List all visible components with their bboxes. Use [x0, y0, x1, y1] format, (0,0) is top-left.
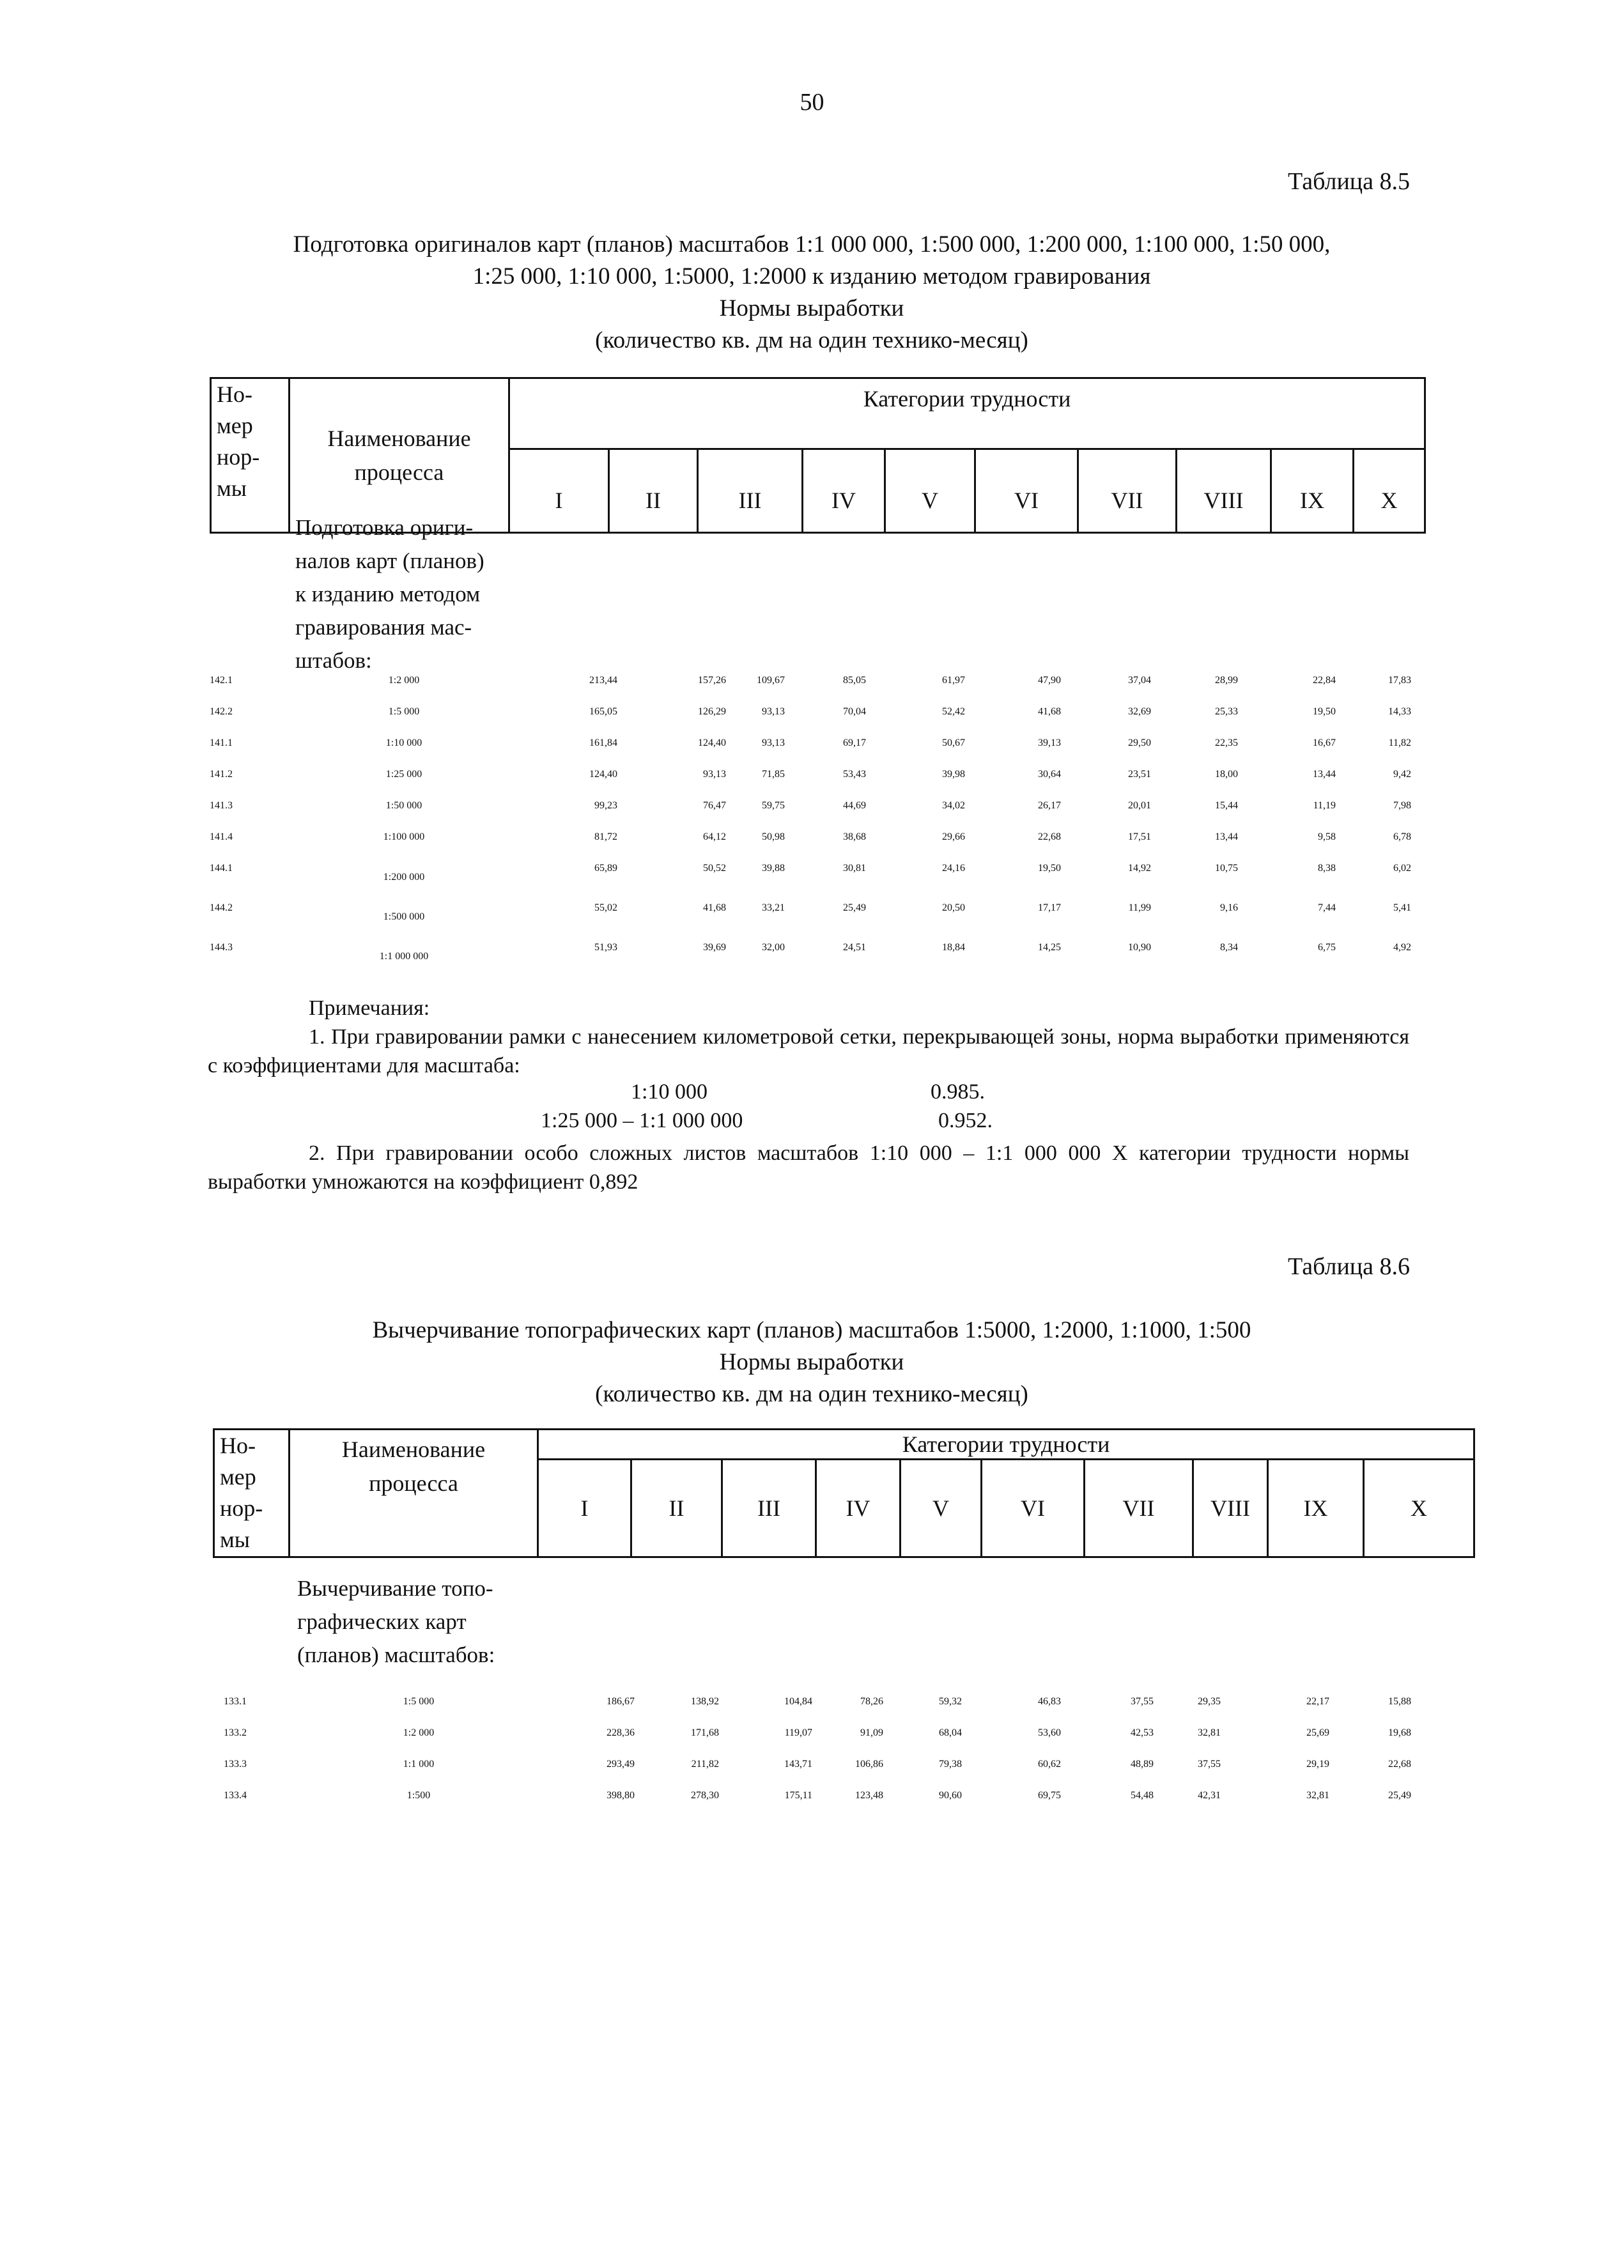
value-cell: 93,13: [703, 769, 726, 780]
value-cell: 15,88: [1388, 1696, 1411, 1707]
value-cell: 51,93: [594, 942, 617, 953]
header-category: II: [631, 1460, 722, 1557]
value-cell: 15,44: [1215, 800, 1238, 811]
header-category: VII: [1078, 449, 1177, 533]
norm-number: 144.2: [210, 902, 233, 913]
value-cell: 42,31: [1198, 1790, 1221, 1801]
value-cell: 37,55: [1131, 1696, 1154, 1707]
scale-cell: 1:1 000: [403, 1759, 435, 1770]
value-cell: 25,33: [1215, 706, 1238, 717]
scale-cell: 1:50 000: [385, 800, 422, 811]
header-category: IV: [803, 449, 885, 533]
value-cell: 85,05: [843, 675, 866, 686]
norm-number: 142.1: [210, 675, 233, 686]
norm-number: 133.4: [224, 1790, 247, 1801]
value-cell: 4,92: [1393, 942, 1411, 953]
header-category: VI: [982, 1460, 1085, 1557]
value-cell: 9,16: [1220, 902, 1238, 913]
value-cell: 126,29: [698, 706, 726, 717]
header-difficulty-categories: Категории трудности: [538, 1430, 1474, 1460]
caption-line: Вычерчивание топографических карт (планов) масштабов 1:5000, 1:2000, 1:1000, 1:500: [372, 1317, 1251, 1343]
value-cell: 20,01: [1128, 800, 1151, 811]
norm-number: 133.1: [224, 1696, 247, 1707]
value-cell: 165,05: [589, 706, 617, 717]
value-cell: 93,13: [762, 737, 785, 748]
value-cell: 69,17: [843, 737, 866, 748]
value-cell: 25,49: [1388, 1790, 1411, 1801]
value-cell: 211,82: [691, 1759, 719, 1770]
value-cell: 22,68: [1388, 1759, 1411, 1770]
value-cell: 19,68: [1388, 1727, 1411, 1738]
value-cell: 19,50: [1313, 706, 1336, 717]
value-cell: 37,55: [1198, 1759, 1221, 1770]
value-cell: 79,38: [939, 1759, 962, 1770]
value-cell: 6,75: [1318, 942, 1336, 953]
norm-number: 142.2: [210, 706, 233, 717]
page-number: 50: [800, 89, 824, 116]
value-cell: 123,48: [855, 1790, 883, 1801]
value-cell: 26,17: [1038, 800, 1061, 811]
scale-cell: 1:10 000: [385, 737, 422, 748]
value-cell: 8,38: [1318, 863, 1336, 874]
value-cell: 124,40: [589, 769, 617, 780]
value-cell: 106,86: [855, 1759, 883, 1770]
norm-number: 141.3: [210, 800, 233, 811]
table-row: [0, 696, 1624, 728]
norm-number: 141.2: [210, 769, 233, 780]
value-cell: 90,60: [939, 1790, 962, 1801]
value-cell: 14,92: [1128, 863, 1151, 874]
value-cell: 53,43: [843, 769, 866, 780]
value-cell: 7,44: [1318, 902, 1336, 913]
value-cell: 278,30: [691, 1790, 719, 1801]
header-difficulty-categories: Категории трудности: [509, 378, 1425, 449]
value-cell: 50,98: [762, 831, 785, 842]
coef-scale: 1:25 000 – 1:1 000 000: [541, 1109, 743, 1132]
value-cell: 33,21: [762, 902, 785, 913]
header-category: V: [901, 1460, 982, 1557]
scale-cell: 1:500 000: [383, 911, 425, 922]
header-category: IX: [1271, 449, 1354, 533]
value-cell: 25,49: [843, 902, 866, 913]
value-cell: 78,26: [860, 1696, 883, 1707]
table-8-6-group-title: Вычерчивание топо- графических карт (планов) масштабов:: [297, 1576, 495, 1667]
table-row: [0, 892, 1624, 924]
value-cell: 25,69: [1306, 1727, 1329, 1738]
header-category: V: [885, 449, 975, 533]
value-cell: 11,99: [1128, 902, 1151, 913]
value-cell: 228,36: [607, 1727, 635, 1738]
value-cell: 48,89: [1131, 1759, 1154, 1770]
norm-number: 144.1: [210, 863, 233, 874]
table-row: [0, 1748, 1624, 1780]
scale-cell: 1:200 000: [383, 872, 425, 883]
scale-cell: 1:5 000: [388, 706, 420, 717]
value-cell: 293,49: [607, 1759, 635, 1770]
scale-cell: 1:5 000: [403, 1696, 435, 1707]
table-8-5-label: Таблица 8.5: [1287, 168, 1410, 195]
table-8-5-notes-2: [208, 1139, 1409, 1196]
value-cell: 9,58: [1318, 831, 1336, 842]
value-cell: 29,19: [1306, 1759, 1329, 1770]
norm-number: 133.2: [224, 1727, 247, 1738]
value-cell: 18,00: [1215, 769, 1238, 780]
header-process-name: Наименование процесса: [290, 378, 509, 533]
value-cell: 46,83: [1038, 1696, 1061, 1707]
value-cell: 14,25: [1038, 942, 1061, 953]
value-cell: 22,17: [1306, 1696, 1329, 1707]
value-cell: 17,51: [1128, 831, 1151, 842]
scale-cell: 1:2 000: [403, 1727, 435, 1738]
header-category: X: [1364, 1460, 1474, 1557]
value-cell: 398,80: [607, 1790, 635, 1801]
value-cell: 6,78: [1393, 831, 1411, 842]
caption-line: 1:25 000, 1:10 000, 1:5000, 1:2000 к изданию методом гравирования: [472, 263, 1151, 289]
value-cell: 50,67: [942, 737, 965, 748]
value-cell: 60,62: [1038, 1759, 1061, 1770]
value-cell: 22,35: [1215, 737, 1238, 748]
value-cell: 30,81: [843, 863, 866, 874]
value-cell: 32,00: [762, 942, 785, 953]
coef-scale: 1:10 000: [631, 1080, 708, 1104]
value-cell: 138,92: [691, 1696, 719, 1707]
value-cell: 42,53: [1131, 1727, 1154, 1738]
value-cell: 37,04: [1128, 675, 1151, 686]
norm-number: 141.1: [210, 737, 233, 748]
value-cell: 32,81: [1198, 1727, 1221, 1738]
value-cell: 20,50: [942, 902, 965, 913]
table-row: [0, 932, 1624, 964]
header-category: VI: [975, 449, 1078, 533]
value-cell: 59,32: [939, 1696, 962, 1707]
value-cell: 91,09: [860, 1727, 883, 1738]
value-cell: 64,12: [703, 831, 726, 842]
norm-number: 133.3: [224, 1759, 247, 1770]
table-8-5-notes: [208, 994, 1409, 1080]
value-cell: 47,90: [1038, 675, 1061, 686]
scale-cell: 1:500: [406, 1790, 431, 1801]
table-8-6-header: [213, 1428, 1475, 1558]
value-cell: 52,42: [942, 706, 965, 717]
coef-value: 0.985.: [931, 1080, 985, 1104]
value-cell: 34,02: [942, 800, 965, 811]
value-cell: 81,72: [594, 831, 617, 842]
header-category: I: [509, 449, 609, 533]
value-cell: 54,48: [1131, 1790, 1154, 1801]
value-cell: 70,04: [843, 706, 866, 717]
header-category: X: [1354, 449, 1425, 533]
value-cell: 99,23: [594, 800, 617, 811]
value-cell: 50,52: [703, 863, 726, 874]
caption-line: Подготовка оригиналов карт (планов) масштабов 1:1 000 000, 1:500 000, 1:200 000, 1:100 000, 1:50 000,: [293, 231, 1331, 258]
value-cell: 29,35: [1198, 1696, 1221, 1707]
value-cell: 11,19: [1313, 800, 1336, 811]
value-cell: 28,99: [1215, 675, 1238, 686]
table-8-5-group-title: Подготовка ориги- налов карт (планов) к изданию методом гравирования мас- штабов:: [295, 515, 484, 673]
value-cell: 24,51: [843, 942, 866, 953]
value-cell: 68,04: [939, 1727, 962, 1738]
value-cell: 17,17: [1038, 902, 1061, 913]
value-cell: 8,34: [1220, 942, 1238, 953]
value-cell: 41,68: [703, 902, 726, 913]
value-cell: 71,85: [762, 769, 785, 780]
value-cell: 13,44: [1215, 831, 1238, 842]
value-cell: 157,26: [698, 675, 726, 686]
value-cell: 5,41: [1393, 902, 1411, 913]
value-cell: 23,51: [1128, 769, 1151, 780]
table-8-5-header: [210, 377, 1426, 534]
scale-cell: 1:1 000 000: [379, 951, 429, 962]
value-cell: 41,68: [1038, 706, 1061, 717]
header-category: I: [538, 1460, 631, 1557]
table-row: [0, 727, 1624, 759]
note-2: 2. При гравировании особо сложных листов масштабов 1:10 000 – 1:1 000 000 Х категории трудности нормы выработки умножаются на коэффициент 0,892: [208, 1141, 1409, 1194]
value-cell: 32,81: [1306, 1790, 1329, 1801]
table-row: [0, 759, 1624, 791]
value-cell: 61,97: [942, 675, 965, 686]
header-category: IV: [816, 1460, 901, 1557]
header-category: VII: [1085, 1460, 1193, 1557]
caption-line: (количество кв. дм на один технико-месяц): [595, 1381, 1028, 1407]
table-row: [0, 665, 1624, 697]
value-cell: 17,83: [1388, 675, 1411, 686]
value-cell: 39,88: [762, 863, 785, 874]
value-cell: 22,68: [1038, 831, 1061, 842]
value-cell: 53,60: [1038, 1727, 1061, 1738]
value-cell: 55,02: [594, 902, 617, 913]
value-cell: 119,07: [784, 1727, 812, 1738]
value-cell: 161,84: [589, 737, 617, 748]
norm-number: 144.3: [210, 942, 233, 953]
value-cell: 39,98: [942, 769, 965, 780]
value-cell: 38,68: [843, 831, 866, 842]
table-row: [0, 852, 1624, 884]
value-cell: 124,40: [698, 737, 726, 748]
header-category: IX: [1268, 1460, 1364, 1557]
value-cell: 10,75: [1215, 863, 1238, 874]
header-norm-number: Но- мер нор- мы: [214, 1430, 290, 1557]
value-cell: 18,84: [942, 942, 965, 953]
value-cell: 76,47: [703, 800, 726, 811]
value-cell: 175,11: [784, 1790, 812, 1801]
table-8-6-caption: [192, 1315, 1432, 1410]
value-cell: 109,67: [757, 675, 785, 686]
value-cell: 186,67: [607, 1696, 635, 1707]
value-cell: 39,69: [703, 942, 726, 953]
value-cell: 143,71: [784, 1759, 812, 1770]
notes-title: Примечания:: [309, 996, 430, 1020]
header-process-name: Наименование процесса: [290, 1430, 538, 1557]
value-cell: 213,44: [589, 675, 617, 686]
value-cell: 65,89: [594, 863, 617, 874]
value-cell: 39,13: [1038, 737, 1061, 748]
value-cell: 16,67: [1313, 737, 1336, 748]
header-category: II: [609, 449, 698, 533]
value-cell: 29,50: [1128, 737, 1151, 748]
table-row: [0, 1686, 1624, 1718]
table-row: [0, 821, 1624, 853]
header-category: III: [722, 1460, 816, 1557]
header-category: VIII: [1193, 1460, 1268, 1557]
value-cell: 30,64: [1038, 769, 1061, 780]
caption-line: Нормы выработки: [719, 1349, 904, 1375]
header-category: III: [698, 449, 803, 533]
caption-line: (количество кв. дм на один технико-месяц): [595, 327, 1028, 353]
note-1: 1. При гравировании рамки с нанесением километровой сетки, перекрывающей зоны, норма выработки применяются с коэффициентами для масштаба:: [208, 1025, 1409, 1077]
value-cell: 13,44: [1313, 769, 1336, 780]
value-cell: 22,84: [1313, 675, 1336, 686]
table-row: [0, 1717, 1624, 1749]
scale-cell: 1:2 000: [388, 675, 420, 686]
value-cell: 14,33: [1388, 706, 1411, 717]
value-cell: 171,68: [691, 1727, 719, 1738]
header-norm-number: Но- мер нор- мы: [211, 378, 290, 533]
scale-cell: 1:100 000: [383, 831, 425, 842]
value-cell: 11,82: [1388, 737, 1411, 748]
value-cell: 6,02: [1393, 863, 1411, 874]
value-cell: 32,69: [1128, 706, 1151, 717]
header-category: VIII: [1177, 449, 1271, 533]
value-cell: 104,84: [784, 1696, 812, 1707]
scale-cell: 1:25 000: [385, 769, 422, 780]
coef-value: 0.952.: [938, 1109, 993, 1132]
caption-line: Нормы выработки: [719, 295, 904, 321]
value-cell: 7,98: [1393, 800, 1411, 811]
value-cell: 24,16: [942, 863, 965, 874]
value-cell: 93,13: [762, 706, 785, 717]
value-cell: 69,75: [1038, 1790, 1061, 1801]
norm-number: 141.4: [210, 831, 233, 842]
table-8-5-caption: [192, 229, 1432, 357]
value-cell: 59,75: [762, 800, 785, 811]
value-cell: 10,90: [1128, 942, 1151, 953]
table-row: [0, 1780, 1624, 1812]
table-row: [0, 790, 1624, 822]
value-cell: 44,69: [843, 800, 866, 811]
value-cell: 29,66: [942, 831, 965, 842]
value-cell: 9,42: [1393, 769, 1411, 780]
table-8-6-label: Таблица 8.6: [1287, 1253, 1410, 1280]
value-cell: 19,50: [1038, 863, 1061, 874]
